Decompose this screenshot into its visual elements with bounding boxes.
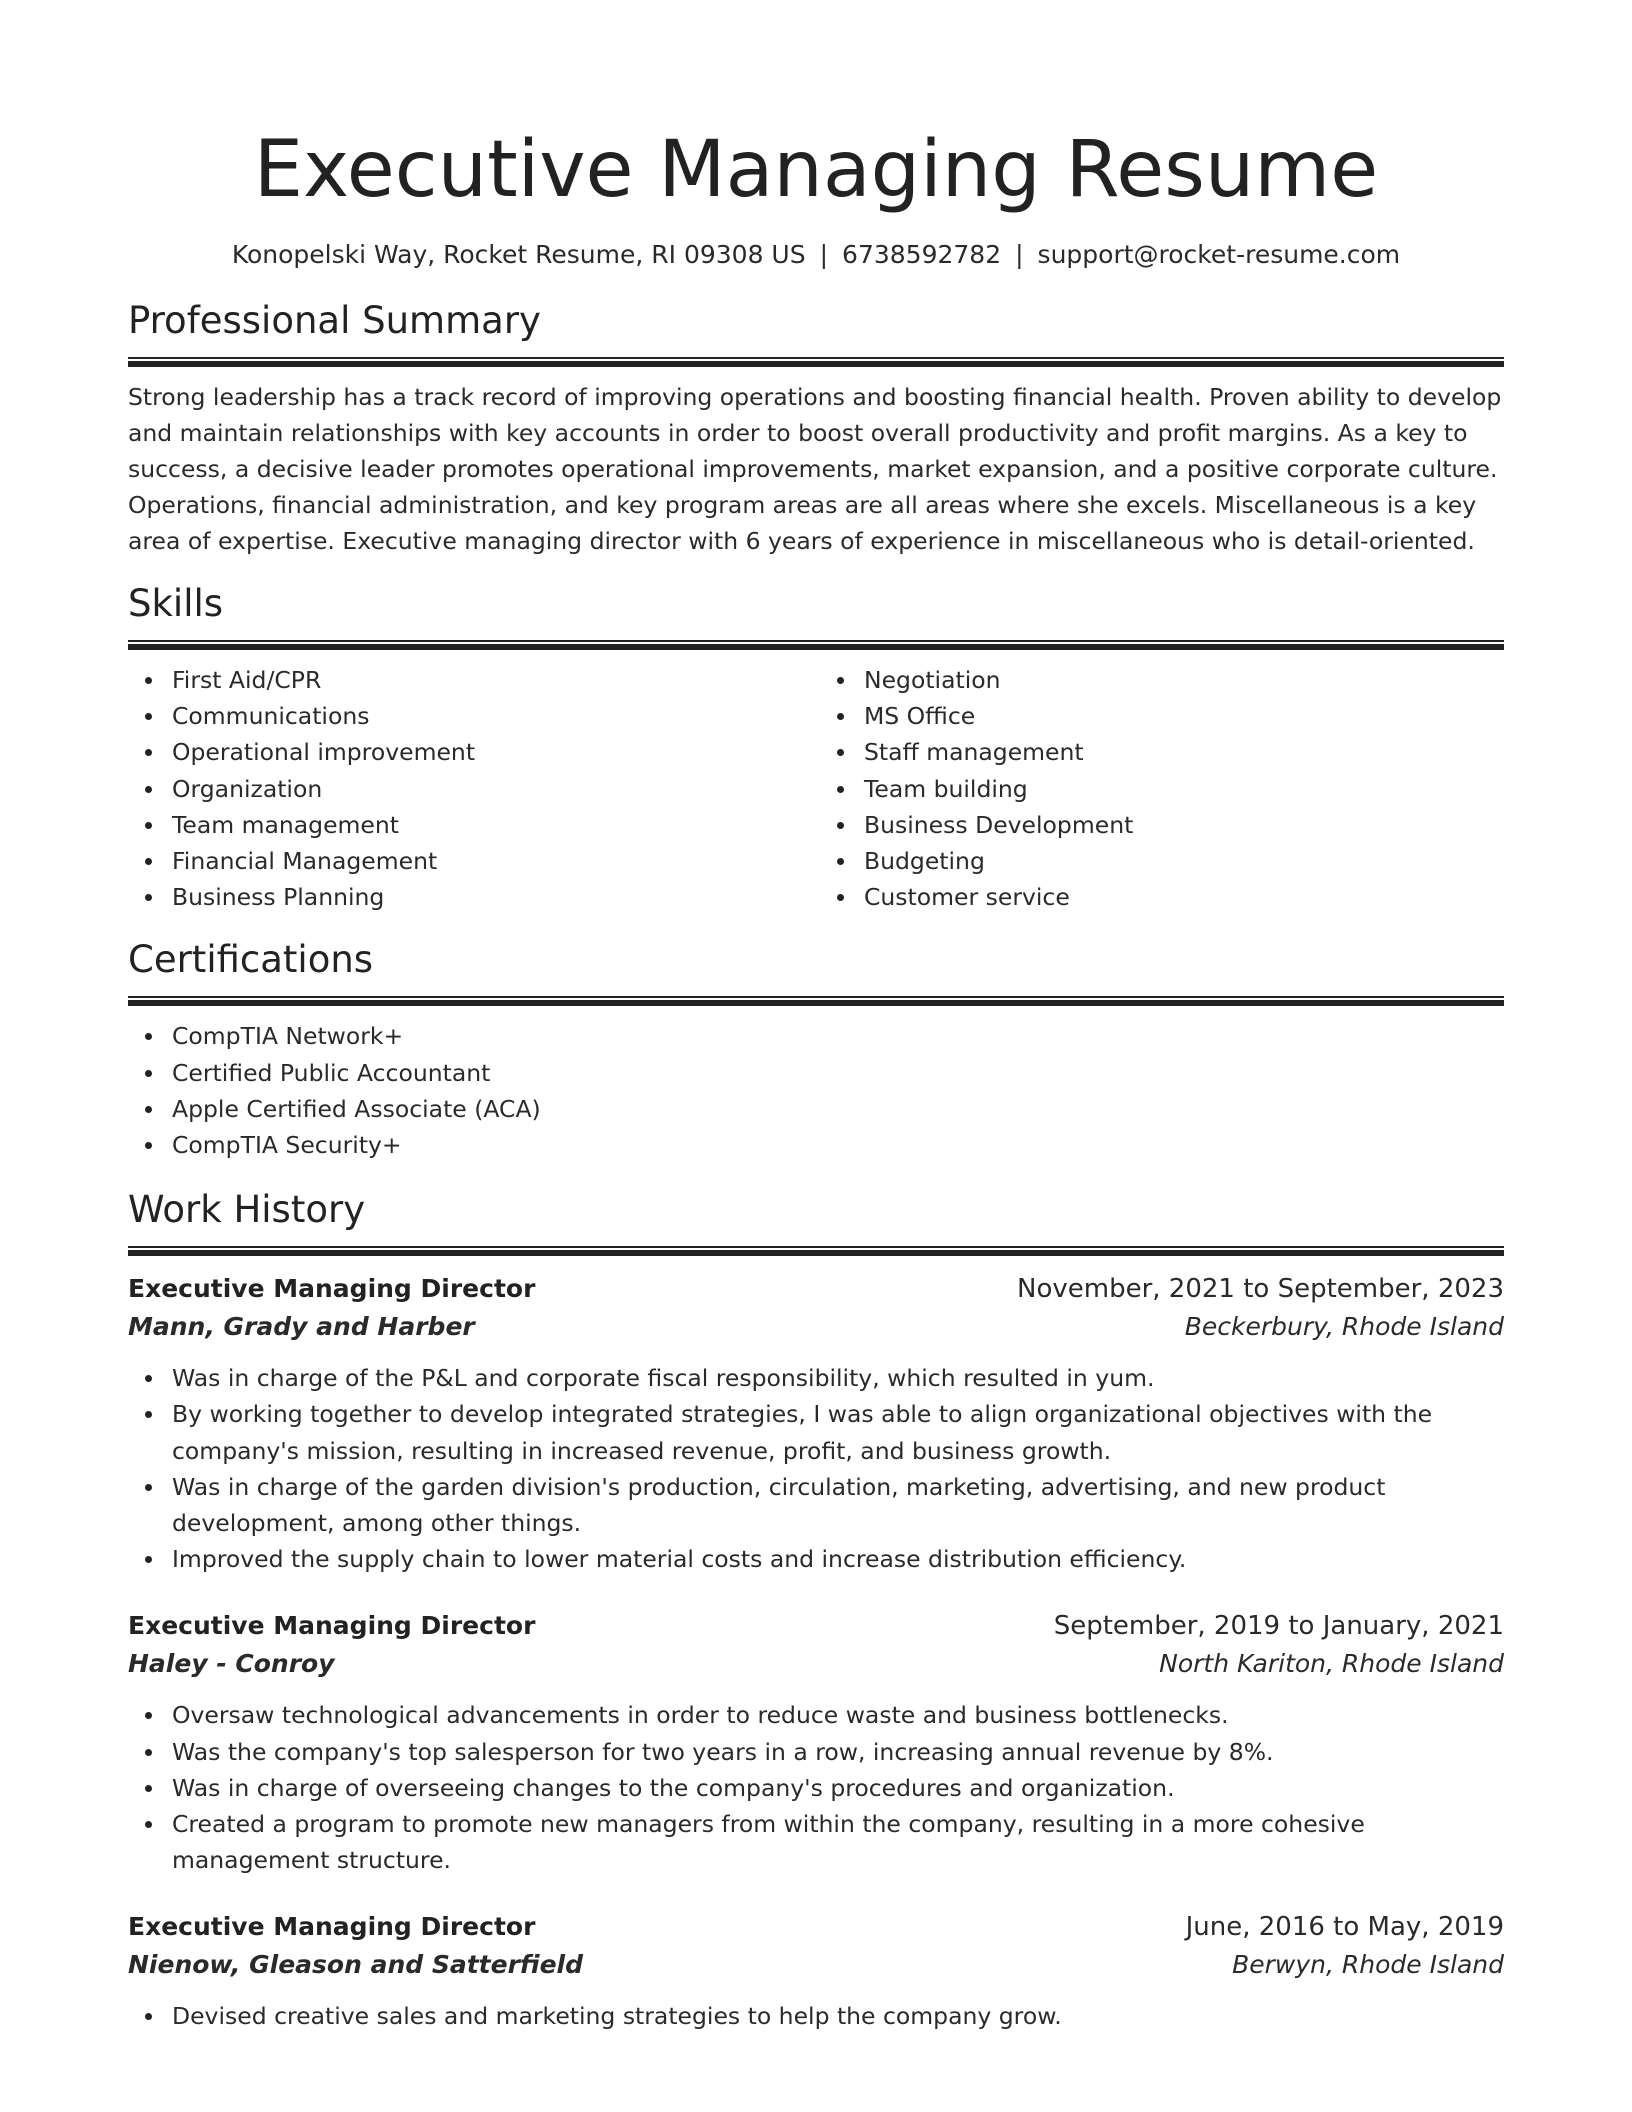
job-company: Haley - Conroy: [128, 1649, 335, 1679]
contact-email: support@rocket-resume.com: [1037, 240, 1401, 269]
job-title: Executive Managing Director: [128, 1274, 536, 1304]
certification-item: CompTIA Network+: [172, 1018, 1504, 1054]
resume-name: Executive Managing Resume: [253, 125, 1379, 215]
skill-item: Budgeting: [864, 843, 1504, 879]
skill-item: Team building: [864, 771, 1504, 807]
contact-line: [128, 238, 1504, 272]
summary-text: Strong leadership has a track record of improving operations and boosting financial health. Proven ability to develop and maintain relationships with key accounts in order to boost overall productivity and profit margins. As a key to success, a decisive leader promotes operational improvements, market expansion, and a positive corporate culture. Operations, financial administration, and key program areas are all areas where she excels. Miscellaneous is a key area of expertise. Executive managing director with 6 years of experience in miscellaneous who is detail-oriented.: [128, 383, 1502, 555]
certification-item: CompTIA Security+: [172, 1127, 1504, 1163]
job-bullet: Was in charge of the garden division's production, circulation, marketing, advertising, and new product development, among other things.: [172, 1469, 1504, 1541]
job-entry: [128, 1607, 1504, 1878]
certification-item: Apple Certified Associate (ACA): [172, 1091, 1504, 1127]
skill-item: Organization: [172, 771, 816, 807]
job-dates: November, 2021 to September, 2023: [1017, 1274, 1504, 1305]
work-history-section: [128, 1186, 1504, 2034]
section-divider: [128, 640, 1504, 650]
job-bullets: [128, 1697, 1504, 1878]
job-subheader: [128, 1645, 1504, 1683]
skill-item: Staff management: [864, 734, 1504, 770]
job-title: Executive Managing Director: [128, 1912, 536, 1942]
skill-item: Operational improvement: [172, 734, 816, 770]
contact-separator: |: [1015, 240, 1024, 269]
summary-heading: Professional Summary: [128, 299, 541, 342]
skill-item: Team management: [172, 807, 816, 843]
job-header: [128, 1908, 1504, 1946]
job-bullets: [128, 1998, 1504, 2034]
job-dates: September, 2019 to January, 2021: [1053, 1611, 1504, 1642]
work-history-heading: Work History: [128, 1188, 366, 1232]
job-bullet: Created a program to promote new managers from within the company, resulting in a more cohesive management structure.: [172, 1806, 1504, 1878]
skills-list-right: [816, 662, 1504, 915]
section-divider: [128, 357, 1504, 367]
skill-item: MS Office: [864, 698, 1504, 734]
contact-separator: |: [819, 240, 829, 269]
job-header: [128, 1607, 1504, 1645]
skills-heading: Skills: [128, 582, 224, 625]
job-subheader: [128, 1308, 1504, 1346]
skill-item: Communications: [172, 698, 816, 734]
job-location: Beckerbury, Rhode Island: [1184, 1312, 1504, 1342]
skills-columns: [128, 650, 1504, 915]
skills-list-left: [128, 662, 816, 915]
job-subheader: [128, 1946, 1504, 1984]
contact-phone: 6738592782: [842, 240, 1002, 269]
job-entry: [128, 1908, 1504, 2034]
job-bullets: [128, 1360, 1504, 1577]
certifications-section: [128, 936, 1504, 1163]
skill-item: Financial Management: [172, 843, 816, 879]
job-company: Mann, Grady and Harber: [128, 1312, 475, 1342]
job-location: North Kariton, Rhode Island: [1159, 1649, 1504, 1679]
job-company: Nienow, Gleason and Satterfield: [128, 1950, 584, 1980]
skills-section: [128, 580, 1504, 915]
job-bullet: Oversaw technological advancements in order to reduce waste and business bottlenecks.: [172, 1697, 1504, 1733]
skill-item: Business Development: [864, 807, 1504, 843]
job-title: Executive Managing Director: [128, 1611, 536, 1641]
job-bullet: Was the company's top salesperson for two years in a row, increasing annual revenue by 8%.: [172, 1734, 1504, 1770]
job-bullet: Devised creative sales and marketing strategies to help the company grow.: [172, 1998, 1504, 2034]
job-bullet: Was in charge of the P&L and corporate fiscal responsibility, which resulted in yum.: [172, 1360, 1504, 1396]
section-divider: [128, 996, 1504, 1006]
summary-section: [128, 297, 1504, 559]
job-header: [128, 1270, 1504, 1308]
job-dates: June, 2016 to May, 2019: [1185, 1912, 1504, 1943]
resume-page: [128, 0, 1504, 2035]
skill-item: Customer service: [864, 879, 1504, 915]
job-location: Berwyn, Rhode Island: [1232, 1950, 1504, 1980]
job-entry: [128, 1270, 1504, 1577]
job-bullet: Was in charge of overseeing changes to the company's procedures and organization.: [172, 1770, 1504, 1806]
skill-item: First Aid/CPR: [172, 662, 816, 698]
skill-item: Negotiation: [864, 662, 1504, 698]
job-bullet: By working together to develop integrated strategies, I was able to align organizational objectives with the company's mission, resulting in increased revenue, profit, and business growth.: [172, 1396, 1504, 1468]
contact-address: Konopelski Way, Rocket Resume, RI 09308 US: [231, 240, 806, 269]
section-divider: [128, 1246, 1504, 1256]
skill-item: Business Planning: [172, 879, 816, 915]
job-bullet: Improved the supply chain to lower material costs and increase distribution efficiency.: [172, 1541, 1504, 1577]
certifications-list: [128, 1018, 1504, 1163]
certification-item: Certified Public Accountant: [172, 1055, 1504, 1091]
certifications-heading: Certifications: [128, 938, 374, 982]
